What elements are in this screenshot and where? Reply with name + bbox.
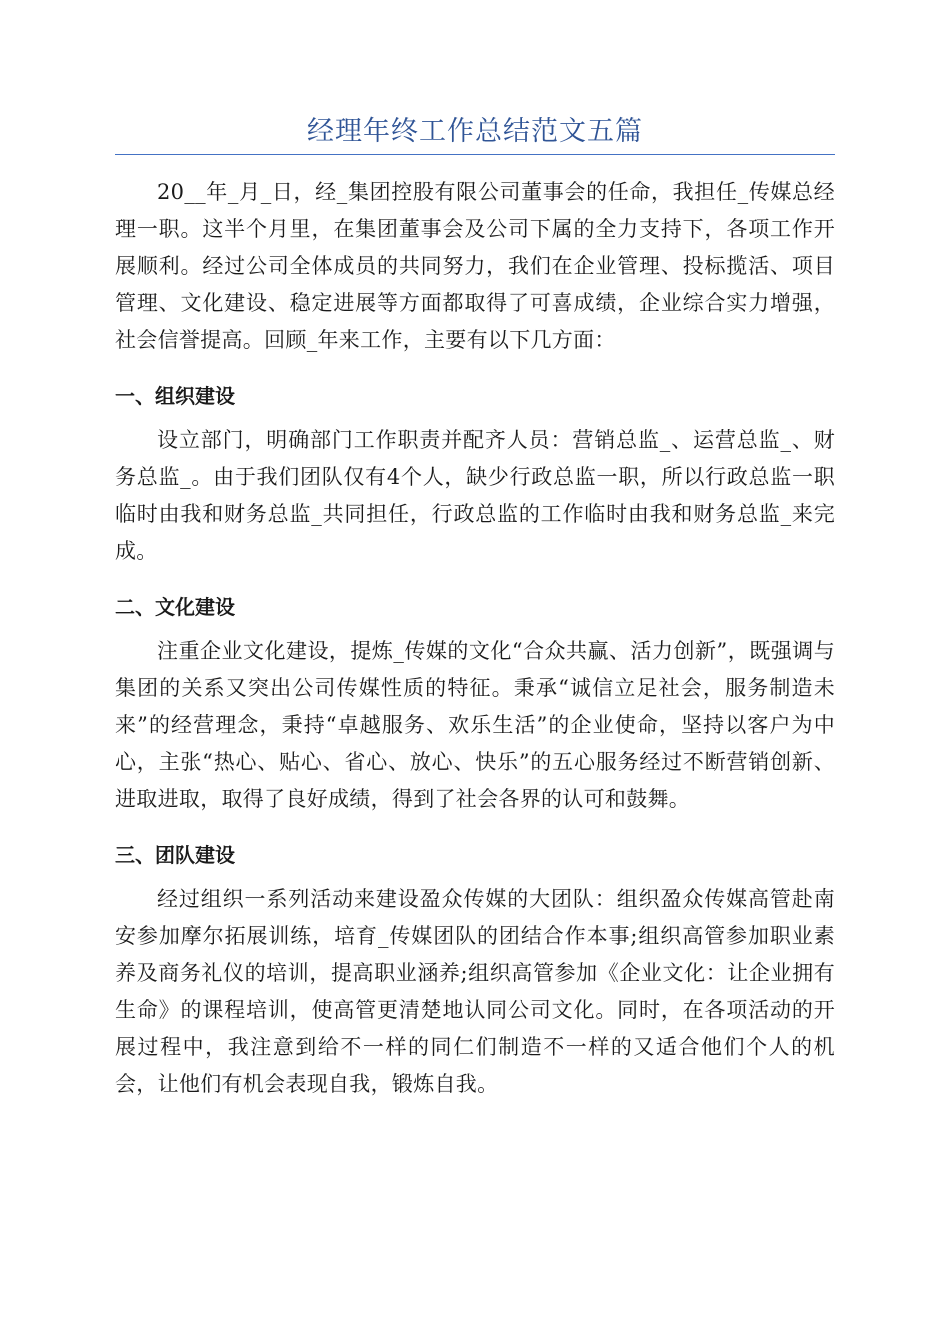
intro-paragraph: 20__年_月_日，经_集团控股有限公司董事会的任命，我担任_传媒总经理一职。这半个月里，在集团董事会及公司下属的全力支持下，各项工作开展顺利。经过公司全体成员的共同努力，我们在企业管理、投标揽活、项目管理、文化建设、稳定进展等方面都取得了可喜成绩，企业综合实力增强，社会信誉提高。回顾_年来工作，主要有以下几方面： [115, 180, 835, 352]
section-body-team: 经过组织一系列活动来建设盈众传媒的大团队：组织盈众传媒高管赴南安参加摩尔拓展训练，培育_传媒团队的团结合作本事;组织高管参加职业素养及商务礼仪的培训，提高职业涵养;组织高管参加《企业文化：让企业拥有生命》的课程培训，使高管更清楚地认同公司文化。同时，在各项活动的开展过程中，我注意到给不一样的同仁们制造不一样的又适合他们个人的机会，让他们有机会表现自我，锻炼自我。 [115, 887, 835, 1096]
section-heading-team: 三、团队建设 [115, 843, 235, 867]
document-title: 经理年终工作总结范文五篇 [307, 116, 643, 147]
section-heading-culture: 二、文化建设 [115, 595, 235, 619]
title-underline [115, 154, 835, 155]
section-body-organization: 设立部门，明确部门工作职责并配齐人员：营销总监_、运营总监_、财务总监_。由于我们团队仅有4个人，缺少行政总监一职，所以行政总监一职临时由我和财务总监_共同担任，行政总监的工作临时由我和财务总监_来完成。 [115, 428, 835, 563]
document-body [115, 174, 835, 1103]
section-heading-organization: 一、组织建设 [115, 384, 235, 408]
section-body-culture: 注重企业文化建设，提炼_传媒的文化“合众共赢、活力创新”，既强调与集团的关系又突出公司传媒性质的特征。秉承“诚信立足社会，服务制造未来”的经营理念，秉持“卓越服务、欢乐生活”的企业使命，坚持以客户为中心，主张“热心、贴心、省心、放心、快乐”的五心服务经过不断营销创新、进取进取，取得了良好成绩，得到了社会各界的认可和鼓舞。 [115, 639, 835, 811]
